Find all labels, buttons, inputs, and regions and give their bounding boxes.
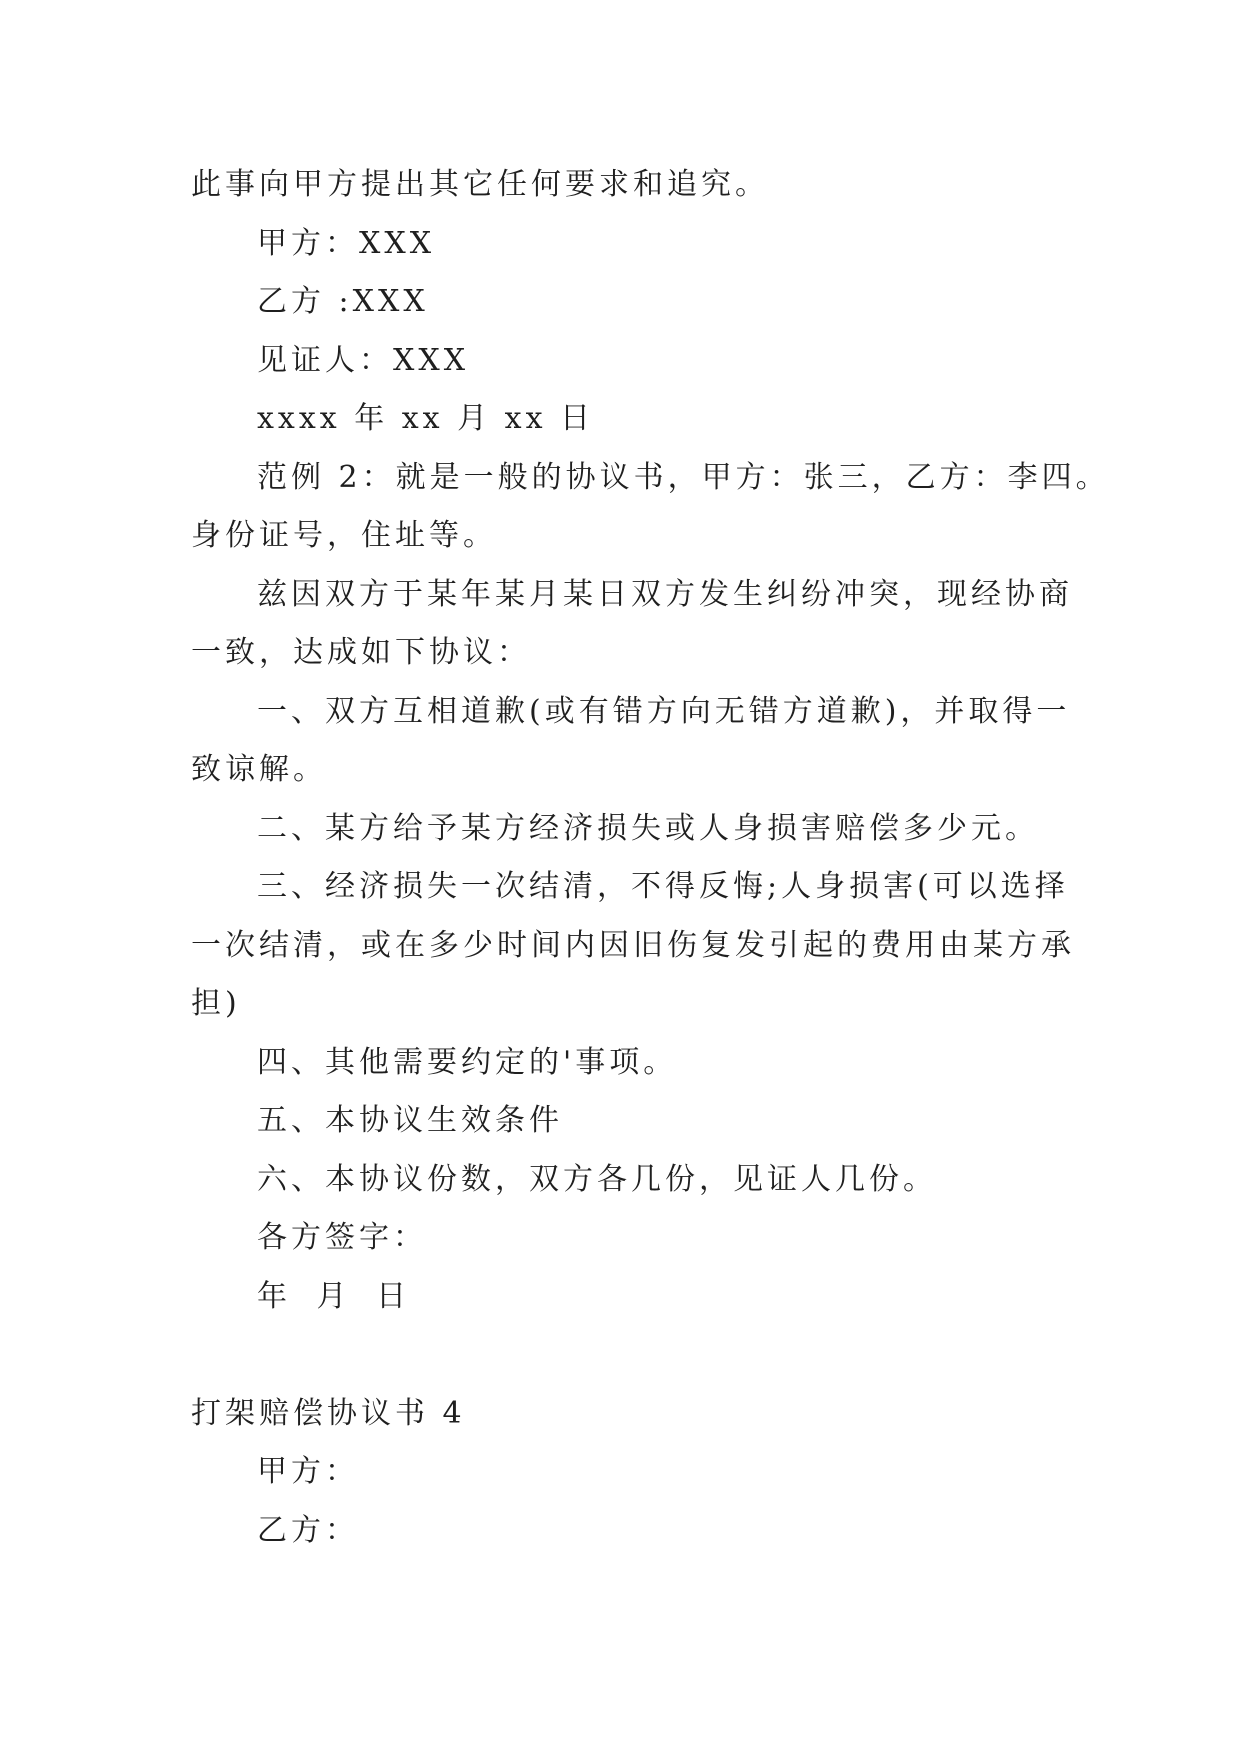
clause-4: 四、其他需要约定的'事项。 <box>257 1044 678 1080</box>
paragraph-continuation: 此事向甲方提出其它任何要求和追究。 <box>191 167 769 202</box>
clause-3-end: 担) <box>191 986 241 1021</box>
section-party-b: 乙方： <box>257 1512 359 1548</box>
dispute-statement: 兹因双方于某年某月某日双方发生纠纷冲突，现经协商 <box>257 576 1073 612</box>
clause-6: 六、本协议份数，双方各几份，见证人几份。 <box>257 1161 937 1197</box>
signatures-label: 各方签字： <box>257 1220 427 1255</box>
witness-line: 见证人：XXX <box>257 342 470 378</box>
example-2-intro-cont: 身份证号，住址等。 <box>191 518 497 553</box>
section-party-a: 甲方： <box>257 1454 359 1489</box>
clause-1-cont: 致谅解。 <box>191 752 327 787</box>
signature-date: 年 月 日 <box>257 1278 411 1314</box>
clause-5: 五、本协议生效条件 <box>257 1103 563 1138</box>
section-title: 打架赔偿协议书 4 <box>191 1395 466 1431</box>
clause-3-cont: 一次结清，或在多少时间内因旧伤复发引起的费用由某方承 <box>191 927 1075 963</box>
section-spacer <box>191 1326 1067 1385</box>
party-a-line: 甲方：XXX <box>257 225 436 261</box>
clause-2: 二、某方给予某方经济损失或人身损害赔偿多少元。 <box>257 810 1039 846</box>
clause-1: 一、双方互相道歉(或有错方向无错方道歉)，并取得一 <box>257 693 1071 729</box>
example-2-intro: 范例 2：就是一般的协议书，甲方：张三，乙方：李四。 <box>257 459 1110 495</box>
date-line: xxxx 年 xx 月 xx 日 <box>257 401 595 436</box>
dispute-statement-cont: 一致，达成如下协议： <box>191 635 531 670</box>
party-b-line: 乙方 :XXX <box>257 284 429 319</box>
clause-3: 三、经济损失一次结清，不得反悔;人身损害(可以选择 <box>257 869 1069 904</box>
document-body <box>191 156 1110 1560</box>
